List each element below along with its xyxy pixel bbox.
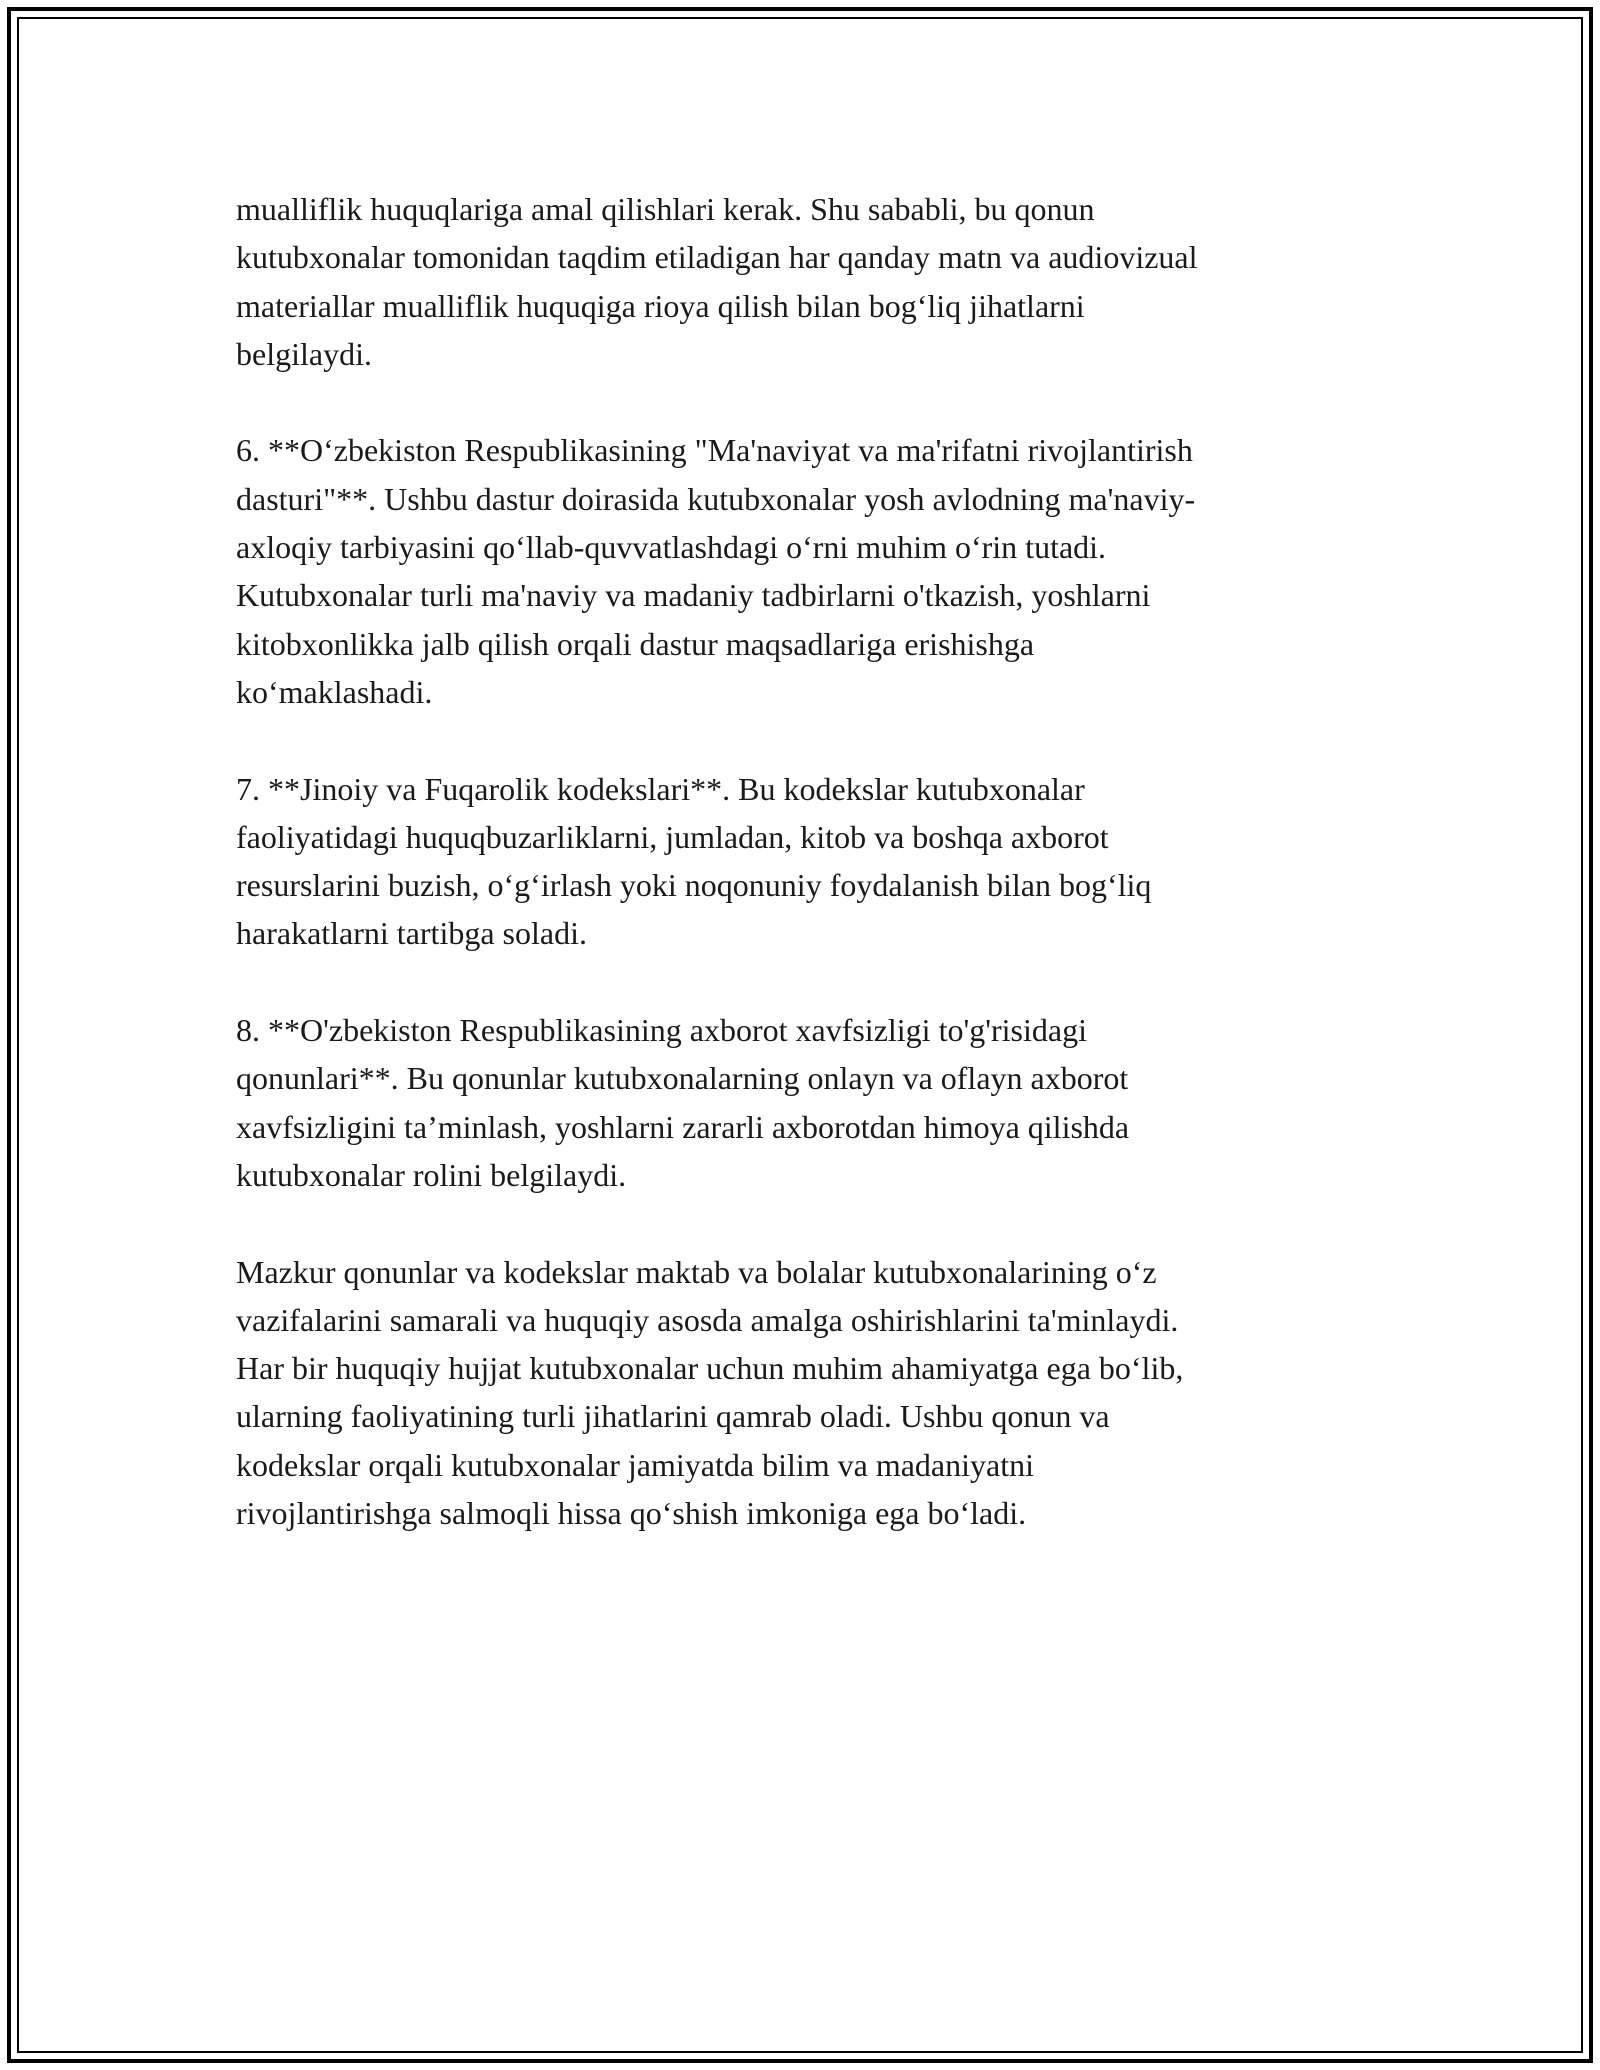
paragraph-item-6 (236, 426, 1371, 716)
text-line: kitobxonlikka jalb qilish orqali dastur maqsadlariga erishishga (236, 625, 1035, 662)
paragraph-copyright-continuation (236, 185, 1371, 378)
text-line: dasturi"**. Ushbu dastur doirasida kutubxonalar yosh avlodning ma'naviy- (236, 480, 1196, 517)
paragraph-item-7 (236, 765, 1371, 958)
text-line: xavfsizligini ta’minlash, yoshlarni zararli axborotdan himoya qilishda (236, 1108, 1130, 1145)
paragraph-item-8 (236, 1006, 1371, 1199)
text-line: harakatlarni tartibga soladi. (236, 915, 587, 952)
text-line: kodekslar orqali kutubxonalar jamiyatda bilim va madaniyatni (236, 1446, 1034, 1483)
text-line: 6. **O‘zbekiston Respublikasining "Ma'naviyat va ma'rifatni rivojlantirish (236, 432, 1193, 469)
text-line: ularning faoliyatining turli jihatlarini qamrab oladi. Ushbu qonun va (236, 1398, 1110, 1435)
text-line: axloqiy tarbiyasini qo‘llab-quvvatlashdagi o‘rni muhim o‘rin tutadi. (236, 529, 1107, 566)
text-line: mualliflik huquqlariga amal qilishlari kerak. Shu sababli, bu qonun (236, 191, 1095, 227)
text-line: 7. **Jinoiy va Fuqarolik kodekslari**. Bu kodekslar kutubxonalar (236, 770, 1085, 807)
text-line: Mazkur qonunlar va kodekslar maktab va bolalar kutubxonalarining o‘z (236, 1253, 1157, 1290)
text-line: ko‘maklashadi. (236, 673, 433, 710)
text-line: belgilaydi. (236, 335, 372, 372)
text-line: faoliyatidagi huquqbuzarliklarni, jumladan, kitob va boshqa axborot (236, 818, 1109, 855)
text-line: vazifalarini samarali va huquqiy asosda amalga oshirishlarini ta'minlaydi. (236, 1301, 1179, 1338)
text-line: Kutubxonalar turli ma'naviy va madaniy tadbirlarni o'tkazish, yoshlarni (236, 577, 1151, 614)
text-line: kutubxonalar tomonidan taqdim etiladigan har qanday matn va audiovizual (236, 239, 1198, 276)
document-body (236, 185, 1371, 1586)
text-line: qonunlari**. Bu qonunlar kutubxonalarning onlayn va oflayn axborot (236, 1060, 1129, 1097)
text-line: kutubxonalar rolini belgilaydi. (236, 1156, 627, 1193)
text-line: materiallar mualliflik huquqiga rioya qilish bilan bog‘liq jihatlarni (236, 287, 1085, 324)
paragraph-conclusion (236, 1248, 1371, 1538)
text-line: resurslarini buzish, o‘g‘irlash yoki noqonuniy foydalanish bilan bog‘liq (236, 867, 1152, 904)
text-line: rivojlantirishga salmoqli hissa qo‘shish imkoniga ega bo‘ladi. (236, 1495, 1027, 1532)
text-line: 8. **O'zbekiston Respublikasining axborot xavfsizligi to'g'risidagi (236, 1012, 1087, 1049)
text-line: Har bir huquqiy hujjat kutubxonalar uchun muhim ahamiyatga ega bo‘lib, (236, 1350, 1184, 1387)
